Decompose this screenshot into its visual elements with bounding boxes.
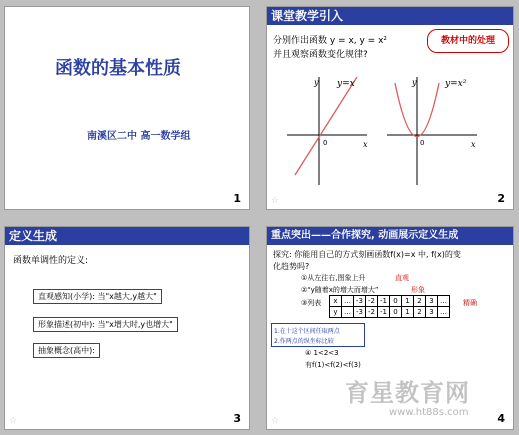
table-cell: …: [342, 307, 354, 318]
slide-4-item4: ④ 1<2<3: [305, 349, 339, 357]
slide-2-header: 课堂教学引入: [267, 7, 513, 25]
slide-4-line1: 探究: 你能用自己的方式刻画函数f(x)=x 中, f(x)的变: [273, 250, 461, 259]
table-cell: …: [438, 307, 450, 318]
slide-1-subtitle: 南溪区二中 高一数学组: [87, 131, 191, 142]
slide-3-box-primary: 直观感知(小学): 当"x越大,y越大": [33, 289, 162, 304]
slide-4-note1: 1.在十这个区间任取两点: [274, 328, 340, 335]
slide-4-header: 重点突出——合作探究, 动画展示定义生成: [267, 227, 513, 245]
graph1-label: y=x: [337, 79, 355, 89]
slide-1-thumbnail[interactable]: [4, 6, 250, 210]
slide-3-number: 3: [233, 412, 241, 425]
table-cell: 2: [414, 307, 426, 318]
slide-4-item3: ③列表: [301, 299, 322, 307]
graph2-origin: 0: [420, 139, 425, 147]
table-cell: 1: [402, 296, 414, 307]
graph1-origin: 0: [323, 139, 328, 147]
slide-3-header: 定义生成: [5, 227, 249, 245]
graph2-axis-y: y: [412, 78, 417, 87]
watermark-url: www.ht88s.com: [389, 407, 469, 418]
graph1-axis-x: x: [363, 140, 368, 149]
slide-2-callout: [427, 29, 509, 53]
slide-4-item2-note: 形象: [411, 286, 425, 294]
slide-4-item1-note: 直观: [395, 274, 409, 282]
slide-4-item5: 有f(1)<f(2)<f(3): [305, 361, 361, 369]
watermark-text: 育星教育网: [345, 379, 470, 407]
graph2-label: y=x²: [445, 79, 467, 89]
slide-4-item2: ②“y随着x的增大而增大”: [301, 286, 379, 294]
table-cell: y: [330, 307, 342, 318]
slide-3-box-middle: 形象描述(初中): 当"x增大时,y也增大": [33, 317, 178, 332]
table-cell: 0: [390, 307, 402, 318]
table-cell: 1: [402, 307, 414, 318]
table-cell: -2: [366, 307, 378, 318]
slide-4-note-box: [271, 323, 365, 347]
table-cell: -1: [378, 307, 390, 318]
table-cell: …: [438, 296, 450, 307]
slide-4-number: 4: [497, 412, 505, 425]
slide-2-callout-text: 教材中的处理: [440, 36, 495, 46]
table-cell: -1: [378, 296, 390, 307]
slide-3-thumbnail[interactable]: [4, 226, 250, 430]
table-cell: 3: [426, 296, 438, 307]
slide-4-item3-note: 精确: [463, 299, 477, 307]
table-cell: x: [330, 296, 342, 307]
slide-4-value-table: [329, 295, 450, 318]
graph1-axis-y: y: [314, 78, 319, 87]
table-cell: …: [342, 296, 354, 307]
slide-3-intro: 函数单调性的定义:: [13, 256, 89, 266]
slide-2-graphs: [267, 55, 513, 205]
slide-3-box-high: 抽象概念(高中):: [33, 343, 100, 358]
table-cell: 0: [390, 296, 402, 307]
slide-3-transition-icon: ☆: [9, 416, 18, 426]
table-cell: 2: [414, 296, 426, 307]
slide-4-note2: 2.作两点的纵坐标比较: [274, 338, 334, 345]
slide-1-title: 函数的基本性质: [55, 58, 181, 79]
table-row: [330, 307, 450, 318]
slide-2-number: 2: [497, 192, 505, 205]
slide-4-item1: ①从左往右,图象上升: [301, 274, 366, 282]
slide-4-transition-icon: ☆: [271, 416, 280, 426]
table-cell: -3: [354, 296, 366, 307]
slide-1-number: 1: [233, 192, 241, 205]
table-cell: 3: [426, 307, 438, 318]
table-cell: -2: [366, 296, 378, 307]
watermark-logo-text: [345, 373, 470, 408]
slide-4-thumbnail[interactable]: [266, 226, 514, 430]
graph2-axis-x: x: [471, 140, 476, 149]
table-row: [330, 296, 450, 307]
slide-2-line1: 分别作出函数 y = x, y = x²: [273, 36, 388, 46]
slide-2-thumbnail[interactable]: [266, 6, 514, 210]
slide-2-transition-icon: ☆: [271, 196, 280, 206]
slide-4-line2: 化趋势吗?: [273, 262, 310, 271]
table-cell: -3: [354, 307, 366, 318]
slide-2-line2: 并且观察函数变化规律?: [273, 50, 368, 60]
